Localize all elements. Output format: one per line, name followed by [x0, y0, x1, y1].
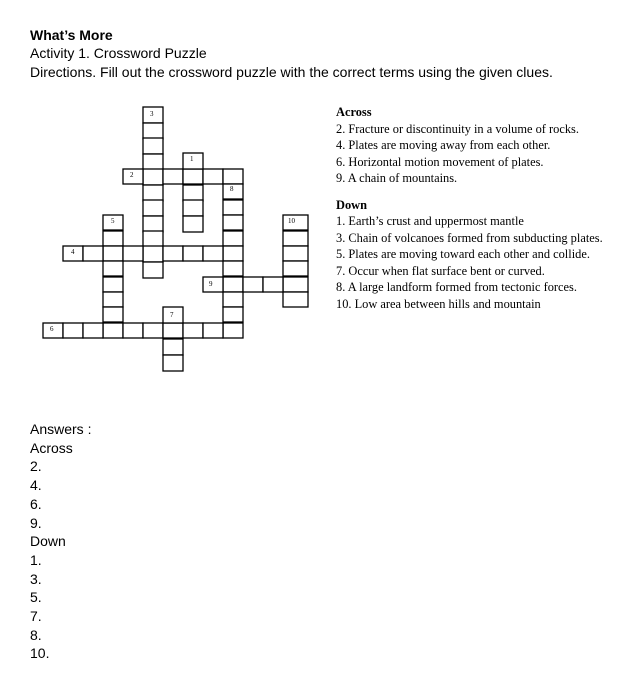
crossword-cell[interactable] [163, 339, 183, 355]
across-clue: 6. Horizontal motion movement of plates. [336, 154, 544, 169]
crossword-cell[interactable] [283, 292, 308, 307]
crossword-cell[interactable] [143, 154, 163, 170]
answer-line[interactable]: 1. [30, 551, 42, 568]
crossword-cell[interactable] [223, 261, 243, 276]
crossword-cell[interactable] [143, 262, 163, 278]
crossword-cell[interactable] [283, 215, 308, 230]
answer-line[interactable]: 9. [30, 514, 42, 531]
cell-number-7: 7 [170, 311, 174, 319]
crossword-cell[interactable] [203, 323, 223, 338]
crossword-cell[interactable] [183, 200, 203, 216]
activity-title: Activity 1. Crossword Puzzle [30, 45, 207, 61]
down-clue: 1. Earth’s crust and uppermost mantle [336, 214, 524, 228]
answers-section [30, 420, 91, 663]
cell-number-6: 6 [50, 325, 54, 333]
cell-number-3: 3 [150, 110, 154, 118]
crossword-cell[interactable] [83, 323, 103, 338]
crossword-cell[interactable] [103, 261, 123, 276]
crossword-numbers [50, 110, 296, 333]
cell-number-2: 2 [130, 171, 134, 179]
crossword-cell[interactable] [183, 216, 203, 232]
crossword-cell[interactable] [283, 277, 308, 292]
crossword-cell[interactable] [143, 138, 163, 154]
crossword-cell[interactable] [163, 246, 183, 261]
answers-across-label: Across [30, 439, 73, 456]
crossword-cell[interactable] [103, 307, 123, 322]
crossword-cell[interactable] [263, 277, 283, 292]
answers-down-label: Down [30, 533, 66, 550]
across-clue: 4. Plates are moving away from each other. [336, 138, 551, 152]
crossword-cell[interactable] [283, 261, 308, 276]
crossword-cell[interactable] [183, 323, 203, 338]
crossword-cell[interactable] [183, 246, 203, 261]
crossword-cell[interactable] [123, 323, 143, 338]
down-clue: 10. Low area between hills and mountain [336, 296, 541, 311]
crossword-cell[interactable] [183, 169, 203, 184]
crossword-cell[interactable] [223, 200, 243, 215]
answer-line[interactable]: 2. [30, 458, 42, 475]
crossword-cell[interactable] [223, 277, 243, 292]
section-title: What’s More [30, 27, 113, 43]
crossword-cell[interactable] [143, 169, 163, 185]
clues-panel [336, 104, 606, 312]
cell-number-5: 5 [111, 217, 115, 225]
down-clue: 7. Occur when flat surface bent or curved. [336, 263, 545, 278]
crossword-cell[interactable] [243, 277, 263, 292]
crossword-cell[interactable] [283, 231, 308, 246]
crossword-cell[interactable] [223, 292, 243, 307]
down-clue: 5. Plates are moving toward each other and collide. [336, 247, 590, 261]
crossword-cell[interactable] [203, 277, 223, 292]
crossword-cell[interactable] [103, 292, 123, 307]
crossword-cell[interactable] [223, 323, 243, 338]
crossword-cell[interactable] [83, 246, 103, 261]
crossword-cell[interactable] [223, 246, 243, 261]
answer-line[interactable]: 5. [30, 589, 42, 606]
answer-line[interactable]: 6. [30, 495, 42, 512]
down-heading: Down [336, 197, 367, 212]
crossword-cell[interactable] [63, 323, 83, 338]
crossword-cell[interactable] [203, 169, 223, 184]
crossword-cell[interactable] [223, 169, 243, 184]
down-clue: 8. A large landform formed from tectonic forces. [336, 280, 577, 294]
across-clue: 2. Fracture or discontinuity in a volume of rocks. [336, 121, 579, 136]
across-heading: Across [336, 105, 372, 119]
crossword-cell[interactable] [103, 231, 123, 246]
answer-line[interactable]: 4. [30, 477, 42, 494]
crossword-cell[interactable] [143, 231, 163, 247]
crossword-cell[interactable] [143, 185, 163, 201]
directions-text: Directions. Fill out the crossword puzzle with the correct terms using the given clues. [30, 64, 553, 80]
crossword-cell[interactable] [163, 355, 183, 371]
answers-label: Answers : [30, 421, 92, 437]
crossword-cell[interactable] [183, 185, 203, 201]
answer-line[interactable]: 3. [30, 570, 42, 587]
crossword-cell[interactable] [103, 323, 123, 338]
cell-number-10: 10 [288, 217, 295, 225]
across-clue: 9. A chain of mountains. [336, 171, 458, 185]
crossword-cell[interactable] [143, 246, 163, 262]
crossword-cell[interactable] [163, 323, 183, 338]
crossword-cell[interactable] [163, 169, 183, 184]
crossword-cell[interactable] [223, 307, 243, 322]
crossword-cells[interactable] [43, 107, 308, 371]
crossword-cell[interactable] [283, 246, 308, 261]
crossword-cell[interactable] [143, 200, 163, 216]
cell-number-9: 9 [209, 280, 213, 288]
crossword-cell[interactable] [203, 246, 223, 261]
answer-line[interactable]: 10. [30, 645, 50, 662]
crossword-cell[interactable] [143, 323, 163, 338]
crossword-cell[interactable] [143, 216, 163, 232]
answer-line[interactable]: 8. [30, 626, 42, 643]
crossword-cell[interactable] [143, 123, 163, 139]
crossword-cell[interactable] [103, 277, 123, 292]
crossword-cell[interactable] [223, 215, 243, 230]
cell-number-4: 4 [71, 248, 75, 256]
cell-number-8: 8 [230, 185, 234, 193]
crossword-cell[interactable] [123, 246, 143, 261]
answer-line[interactable]: 7. [30, 608, 42, 625]
down-clue: 3. Chain of volcanoes formed from subducting plates. [336, 230, 603, 245]
crossword-cell[interactable] [103, 246, 123, 261]
cell-number-1: 1 [190, 155, 194, 163]
crossword-cell[interactable] [223, 231, 243, 246]
